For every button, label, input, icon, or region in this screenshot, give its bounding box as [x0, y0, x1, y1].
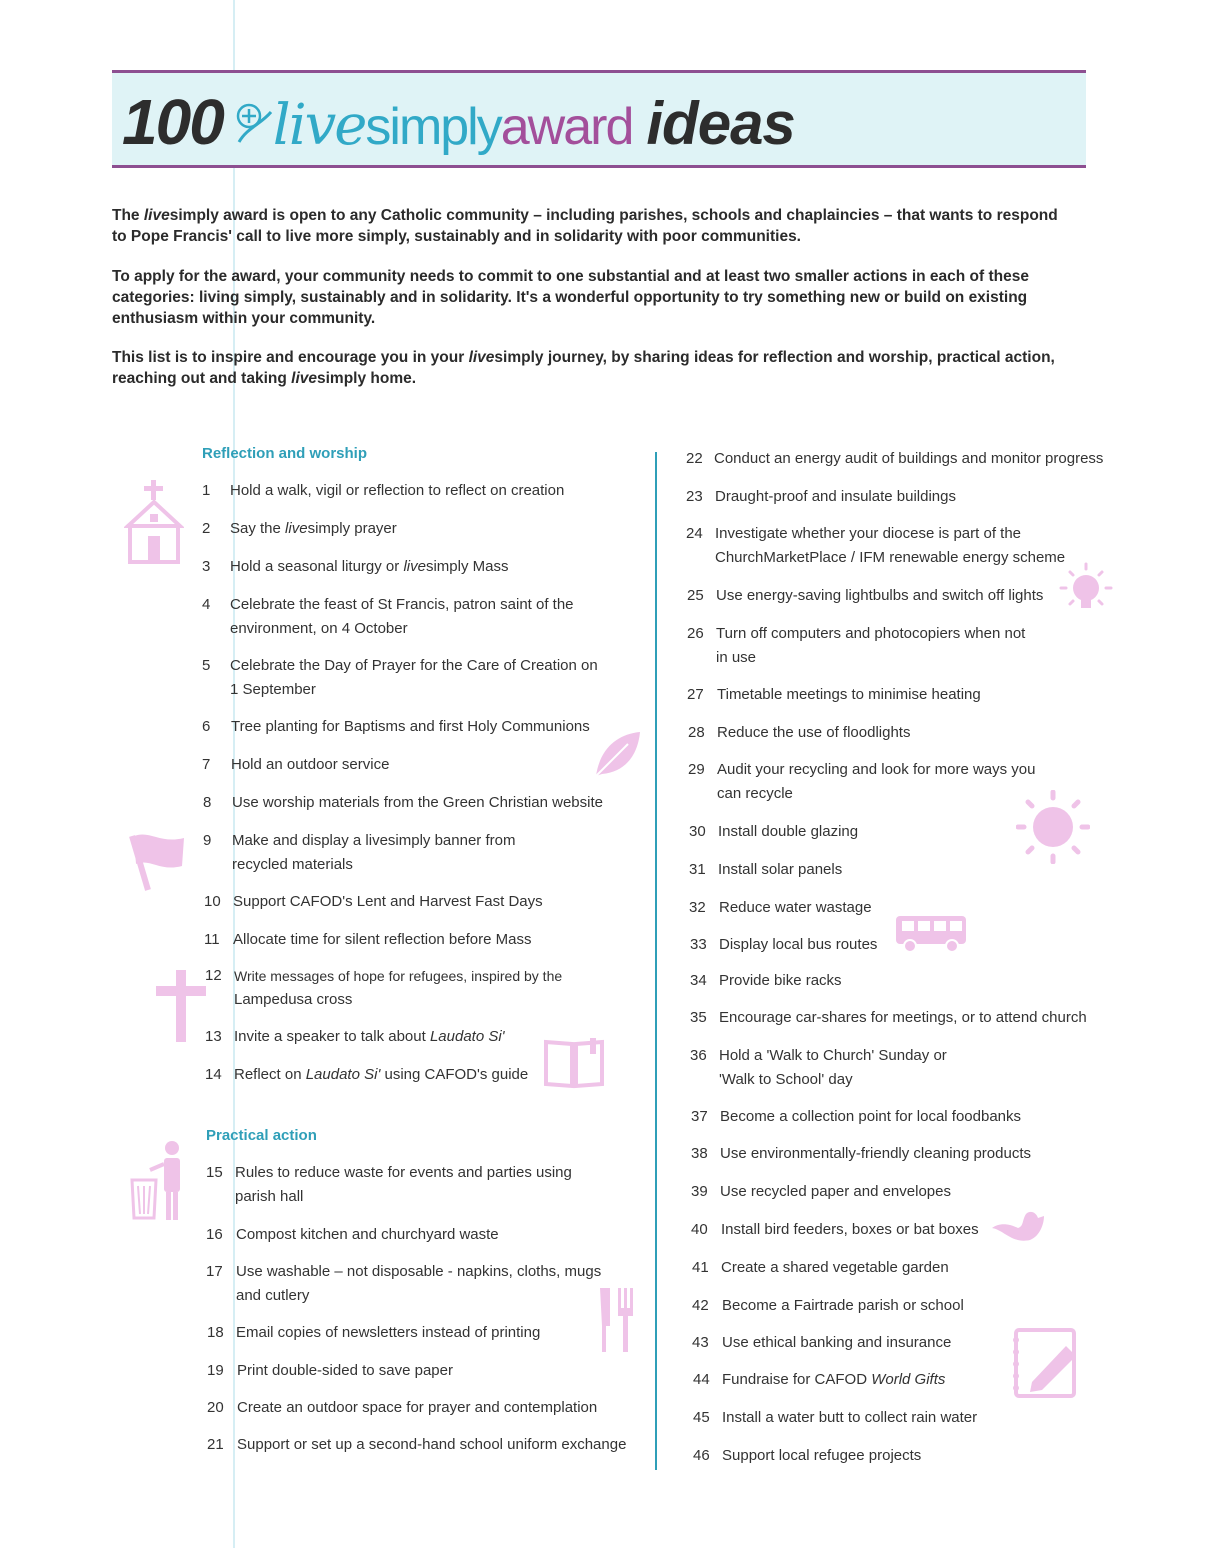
bird-icon [990, 1210, 1046, 1255]
cutlery-icon [596, 1286, 636, 1359]
intro-paragraph-3: This list is to inspire and encourage you in your livesimply journey, by sharing ideas for reflection and worship, practical action, reaching out and taking livesimply home. [112, 349, 1055, 387]
section-practical-action: Practical action [206, 1127, 317, 1144]
section-reflection-worship: Reflection and worship [202, 445, 368, 462]
title-number: 100 [122, 86, 223, 158]
intro-paragraph-1: The livesimply award is open to any Catholic community – including parishes, schools and chaplaincies – that wants to respond to Pope Francis' call to live more simply, sustainably and in solidarity with poor communities. [112, 207, 1058, 245]
church-icon [124, 480, 184, 571]
logo-icon [235, 98, 273, 148]
sun-icon [1016, 790, 1090, 869]
title-live: live [272, 93, 366, 158]
lightbulb-icon [1058, 560, 1114, 625]
title-banner [112, 70, 1086, 168]
leaf-icon [592, 728, 644, 785]
title-simply: simply [365, 98, 501, 156]
book-icon [542, 1034, 606, 1095]
title-ideas: ideas [646, 90, 795, 157]
bus-icon [894, 912, 970, 959]
flag-icon [126, 830, 188, 897]
page-title [122, 85, 795, 158]
bin-icon [128, 1140, 190, 1227]
cross-icon [156, 970, 206, 1047]
column-divider [655, 452, 657, 1470]
title-award: award [500, 98, 633, 156]
intro-paragraph-2: To apply for the award, your community needs to commit to one substantial and at least two smaller actions in each of these categories: living simply, sustainably and in solidarity. It's a wonderful opportunity to try something new or build on existing enthusiasm within your community. [112, 268, 1029, 327]
notepad-icon [1010, 1324, 1084, 1405]
